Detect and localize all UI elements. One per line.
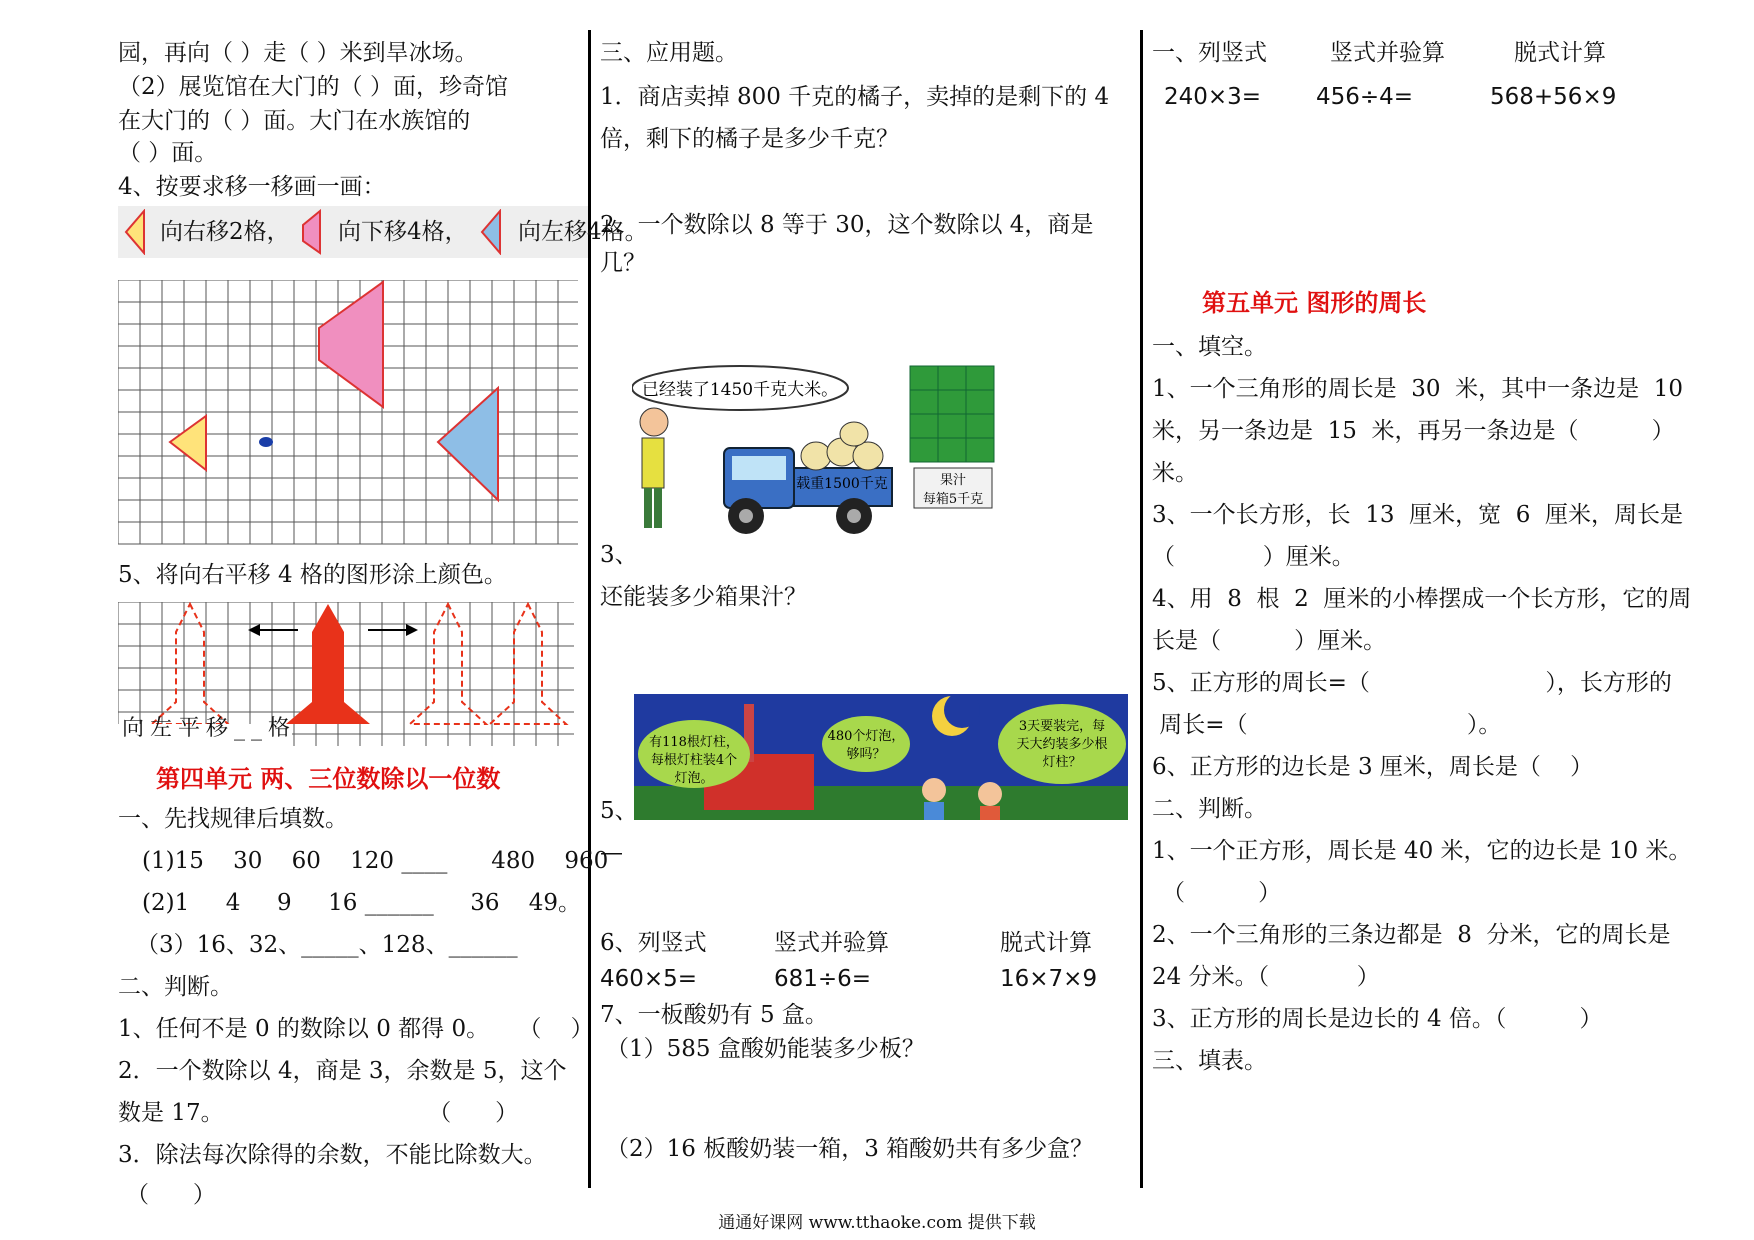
app6-e3: 16×7×9 — [1000, 966, 1098, 992]
app6-h1: 6、列竖式 — [600, 930, 707, 956]
c1-line2: （2）展览馆在大门的（ ）面，珍奇馆 — [118, 74, 508, 100]
app3-number: 3、 — [600, 542, 638, 568]
lamp-bubble-1b: 每根灯柱装4个 — [650, 753, 738, 768]
lamp-bubble-3b: 天大约装多少根 — [1016, 737, 1108, 752]
judge2b: 数是 17。 （ ） — [118, 1100, 519, 1126]
move-right-text: 向右移2格， — [160, 219, 290, 245]
fill4b: 长是（ ）厘米。 — [1152, 628, 1387, 654]
judge2a: 2．一个数除以 4，商是 3，余数是 5，这个 — [118, 1058, 567, 1084]
c1-line1: 园，再向（ ）走（ ）米到旱冰场。 — [118, 40, 478, 66]
lamp-bubble-1c: 灯泡。 — [674, 771, 714, 786]
lamp-bubble-1a: 有118根灯柱， — [649, 735, 739, 750]
rocket-outline-1 — [152, 604, 228, 724]
lamp-bubble-3c: 灯柱？ — [1042, 755, 1082, 770]
app7-1: （1）585 盒酸奶能装多少板？ — [606, 1036, 925, 1062]
fill3a: 3、一个长方形，长 13 厘米，宽 6 厘米，周长是 — [1152, 502, 1684, 528]
c3-e1: 240×3= — [1164, 84, 1262, 110]
c3-h2: 竖式并验算 — [1330, 40, 1445, 66]
blue-triangle — [438, 388, 498, 500]
app7-2: （2）16 板酸奶装一箱，3 箱酸奶共有多少盒？ — [606, 1136, 1094, 1162]
p3: 3、正方形的周长是边长的 4 倍。（ ） — [1152, 1006, 1603, 1032]
grid-figure-1 — [118, 280, 580, 546]
seq1: (1)15 30 60 120 ____ 480 960 — [142, 848, 609, 874]
seq2: (2)1 4 9 16 ______ 36 49。 — [142, 890, 582, 916]
app6-e1: 460×5= — [600, 966, 698, 992]
p1a: 1、一个正方形，周长是 40 米，它的边长是 10 米。 — [1152, 838, 1692, 864]
app5-dash: — — [600, 840, 623, 866]
red-rocket — [286, 604, 370, 724]
fill5a: 5、正方形的周长=（ ），长方形的 — [1152, 670, 1672, 696]
app5-number: 5、 — [600, 798, 638, 824]
juice-label-1: 果汁 — [939, 473, 967, 488]
fill1b: 米，另一条边是 15 米，再另一条边是（ ） — [1152, 418, 1675, 444]
c3-e2: 456÷4= — [1316, 84, 1414, 110]
p2b: 24 分米。（ ） — [1152, 964, 1380, 990]
judge3: 3．除法每次除得的余数，不能比除数大。 — [118, 1142, 547, 1168]
app7: 7、一板酸奶有 5 盒。 — [600, 1002, 828, 1028]
c3-h3: 脱式计算 — [1514, 40, 1606, 66]
shift-label: 向左平移__格 — [122, 716, 297, 741]
move-left-text: 向左移4格。 — [518, 219, 648, 245]
center-dot — [259, 437, 273, 447]
app6-e2: 681÷6= — [774, 966, 872, 992]
p1b: （ ） — [1162, 880, 1282, 906]
judge3b: （ ） — [126, 1182, 216, 1208]
truck-bubble-text: 已经装了1450千克大米。 — [641, 380, 839, 400]
app1a: 1．商店卖掉 800 千克的橘子，卖掉的是剩下的 4 — [600, 84, 1110, 110]
fill1c: 米。 — [1152, 460, 1198, 486]
c1-line3: 在大门的（ ）面。大门在水族馆的 — [118, 108, 471, 134]
lamp-bubble-2b: 够吗？ — [846, 747, 886, 762]
q4-text: 4、按要求移一移画一画： — [118, 174, 386, 200]
c3-e3: 568+56×9 — [1490, 84, 1617, 110]
footer-credit: 通通好课网 www.tthaoke.com 提供下载 — [718, 1213, 1036, 1233]
seq3: （3）16、32、_____、128、______ — [136, 932, 518, 958]
apps-heading: 三、应用题。 — [600, 40, 738, 66]
table-heading: 三、填表。 — [1152, 1048, 1267, 1074]
yellow-triangle — [170, 416, 206, 470]
unit4-title: 第四单元 两、三位数除以一位数 — [156, 764, 501, 793]
app6-h3: 脱式计算 — [1000, 930, 1092, 956]
c1-line4: （ ）面。 — [118, 140, 218, 166]
fill5b: 周长=（ ）。 — [1152, 712, 1502, 738]
app2a: 2．一个数除以 8 等于 30，这个数除以 4，商是 — [600, 212, 1094, 238]
lamp-illustration — [634, 694, 1128, 820]
rocket-outline-3 — [490, 604, 566, 724]
judge-heading: 二、判断。 — [1152, 796, 1267, 822]
p2a: 2、一个三角形的三条边都是 8 分米，它的周长是 — [1152, 922, 1671, 948]
pink-trapezoid — [319, 282, 383, 407]
lamp-bubble-3a: 3天要装完，每 — [1018, 719, 1106, 734]
blue-triangle-icon — [478, 209, 506, 255]
fill-heading: 一、填空。 — [1152, 334, 1267, 360]
app3-question: 还能装多少箱果汁？ — [600, 584, 807, 610]
app2b: 几？ — [600, 250, 646, 276]
fill4a: 4、用 8 根 2 厘米的小棒摆成一个长方形，它的周 — [1152, 586, 1692, 612]
column-divider-2 — [1140, 30, 1143, 1188]
fill3b: （ ）厘米。 — [1152, 544, 1355, 570]
move-down-text: 向下移4格， — [338, 219, 468, 245]
u4-section2: 二、判断。 — [118, 974, 233, 1000]
app6-h2: 竖式并验算 — [774, 930, 889, 956]
q5-text: 5、将向右平移 4 格的图形涂上颜色。 — [118, 562, 507, 588]
app1b: 倍，剩下的橘子是多少千克？ — [600, 126, 899, 152]
u4-section1: 一、先找规律后填数。 — [118, 806, 348, 832]
truck-sign-text: 载重1500千克 — [796, 476, 888, 492]
truck-illustration — [632, 364, 1034, 542]
unit5-title: 第五单元 图形的周长 — [1202, 288, 1427, 317]
move-instructions — [118, 206, 648, 258]
judge1: 1、任何不是 0 的数除以 0 都得 0。 （ ） — [118, 1016, 594, 1042]
fill1a: 1、一个三角形的周长是 30 米，其中一条边是 10 — [1152, 376, 1684, 402]
c3-h1: 一、列竖式 — [1152, 40, 1267, 66]
juice-label-2: 每箱5千克 — [922, 492, 984, 507]
fill6: 6、正方形的边长是 3 厘米，周长是（ ） — [1152, 754, 1594, 780]
yellow-triangle-icon — [122, 209, 150, 255]
pink-trapezoid-icon — [298, 209, 326, 255]
lamp-bubble-2a: 480个灯泡， — [827, 729, 905, 744]
